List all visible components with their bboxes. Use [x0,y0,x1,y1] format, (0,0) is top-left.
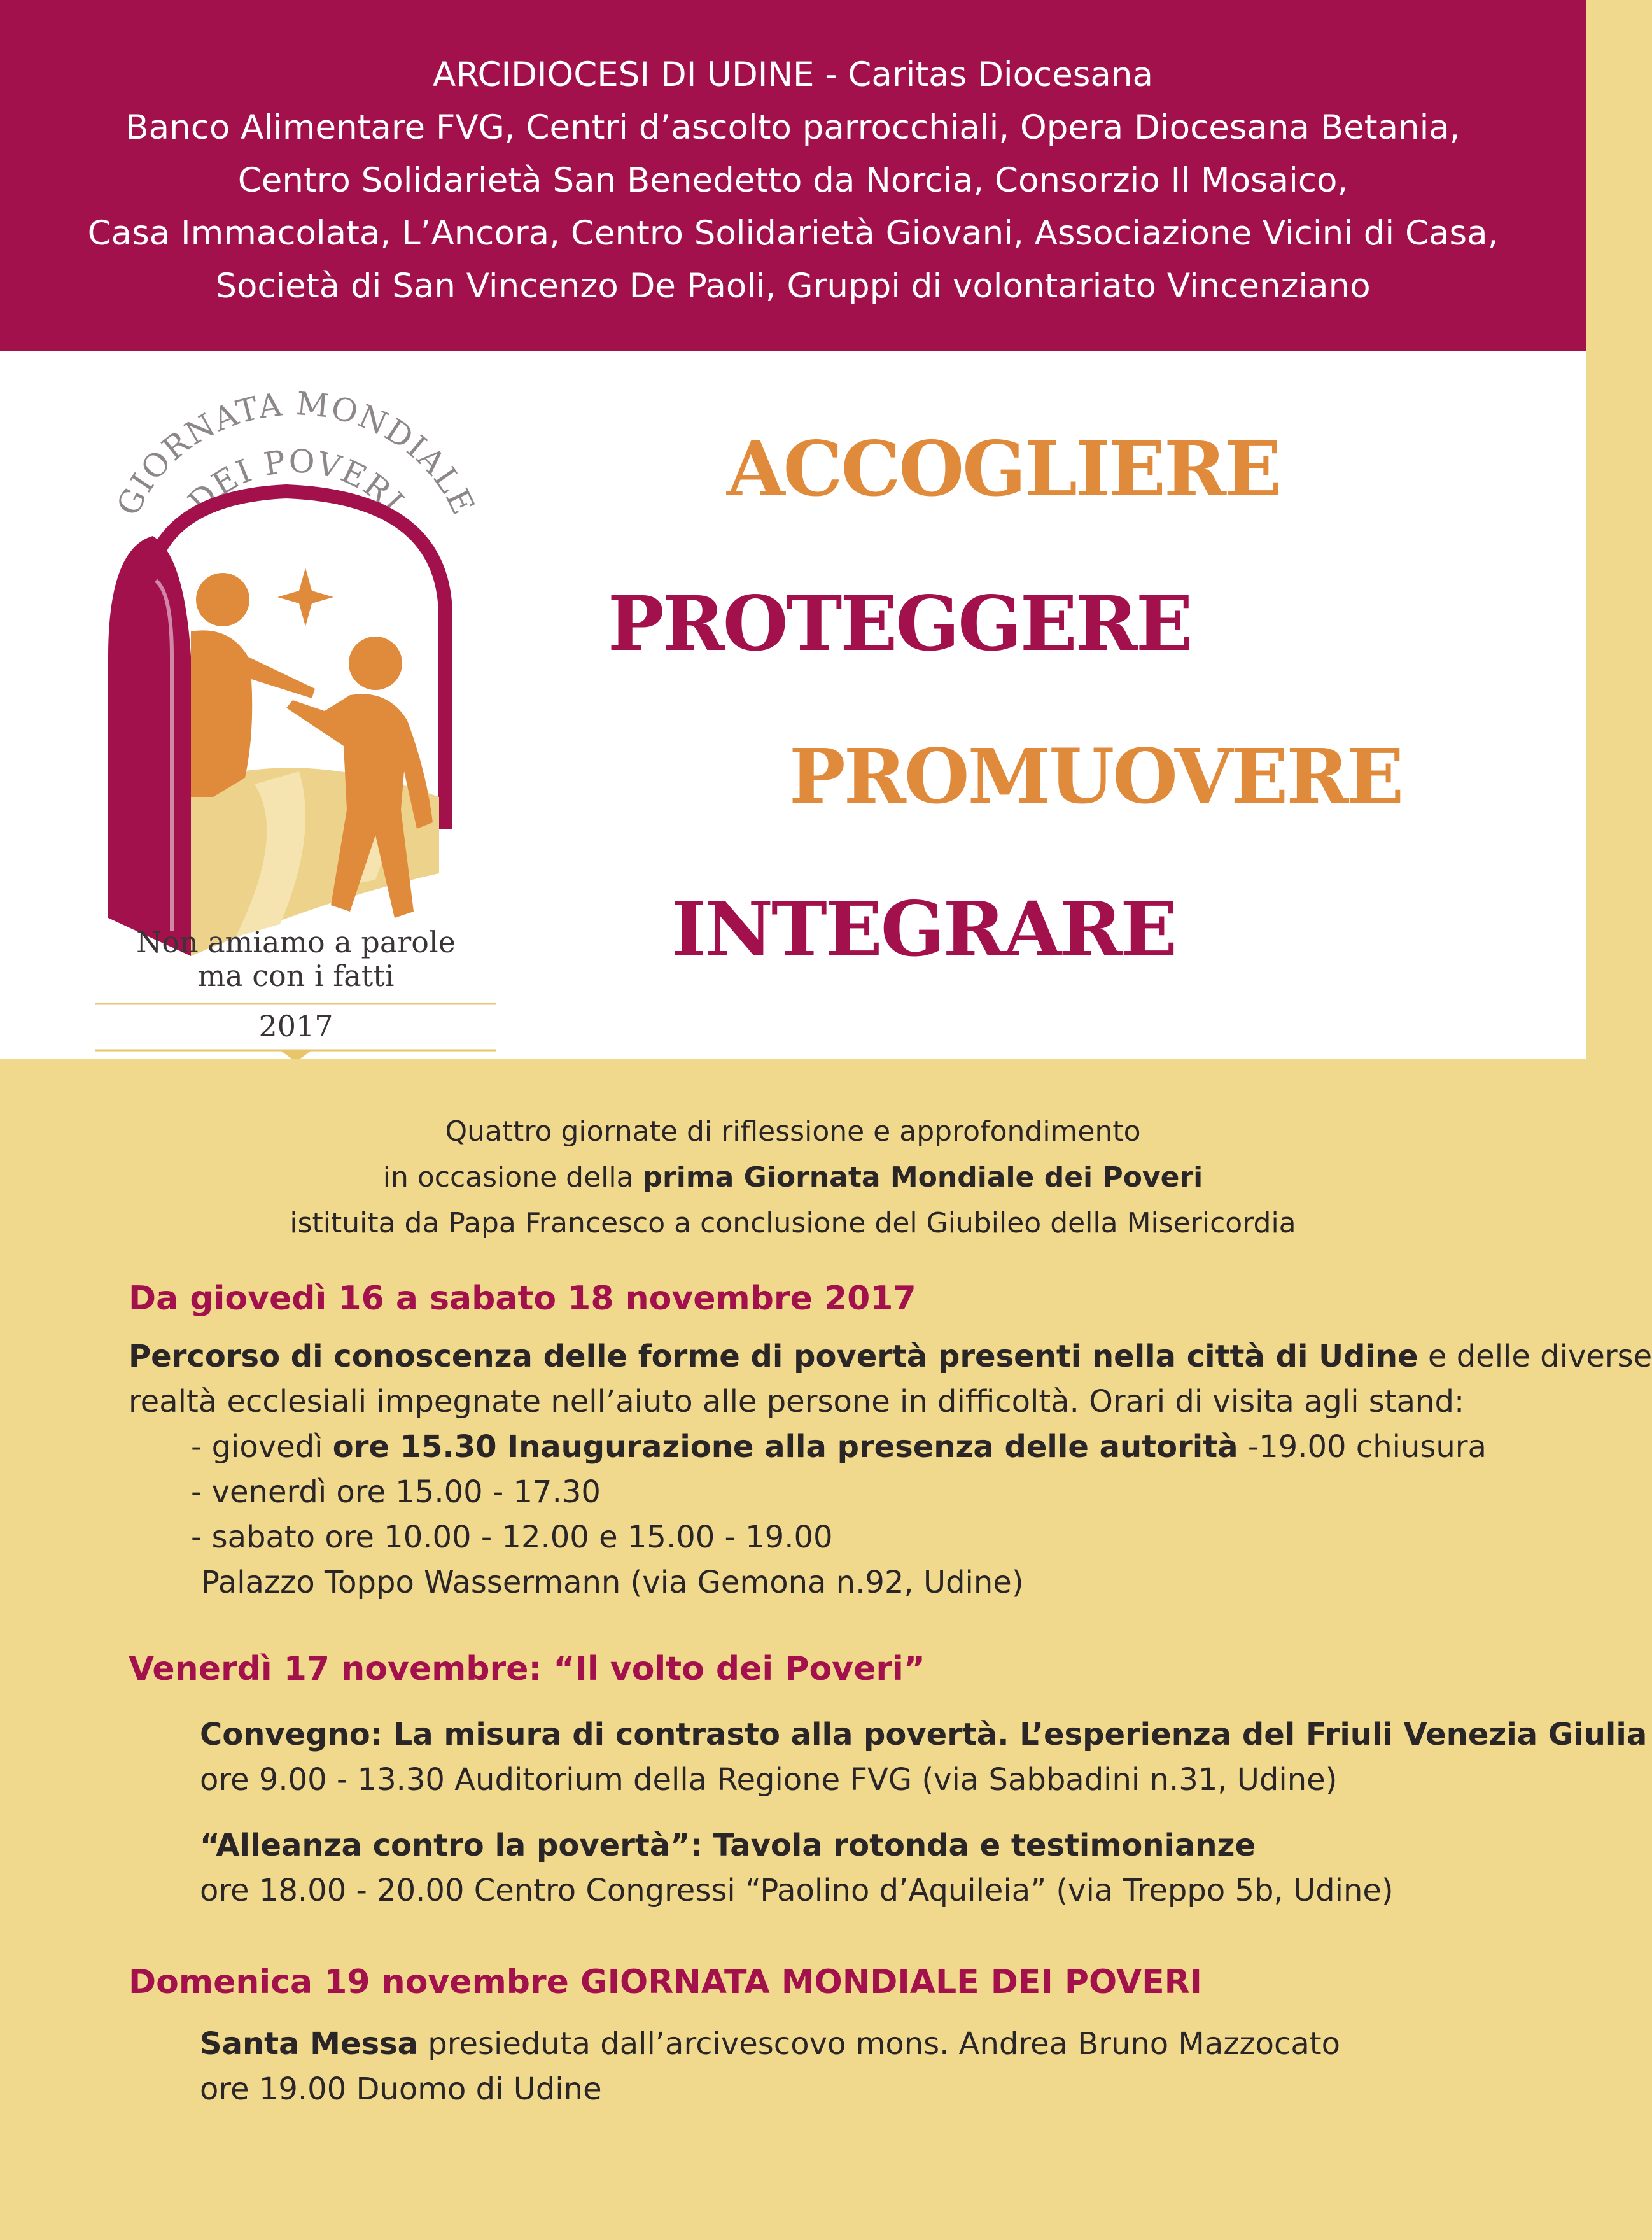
keyword-proteggere: PROTEGGERE [608,579,1191,668]
logo-title-top: GIORNATA MONDIALE [109,390,482,521]
section3-title: Domenica 19 novembre GIORNATA MONDIALE DEI POVERI [129,1963,1202,2001]
mass-rest: presieduta dall’arcivescovo mons. Andrea Bruno Mazzocato [418,2026,1340,2062]
schedule-thursday [191,1425,1487,1470]
organizer-line: Casa Immacolata, L’Ancora, Centro Solidarietà Giovani, Associazione Vicini di Casa, [87,214,1499,253]
logo-motto-line1: Non amiamo a parole [136,925,456,959]
logo-band [0,351,1586,1059]
keyword-integrare: INTEGRARE [671,885,1176,973]
convegno-time: ore 9.00 - 13.30 Auditorium della Regione FVG (via Sabbadini n.31, Udine) [200,1762,1338,1798]
section1-paragraph [129,1334,1652,1425]
alleanza-time: ore 18.00 - 20.00 Centro Congressi “Paolino d’Aquileia” (via Treppo 5b, Udine) [200,1873,1394,1908]
logo-motto-line2: ma con i fatti [197,959,395,993]
intro-line2-bold: prima Giornata Mondiale dei Poveri [642,1161,1203,1194]
keyword-accogliere: ACCOGLIERE [727,425,1280,513]
intro-line2-text: in occasione della [382,1161,643,1194]
organizer-line: Società di San Vincenzo De Paoli, Gruppi di volontariato Vincenziano [215,267,1371,306]
header-band [0,0,1586,351]
logo-divider [95,999,496,1008]
organizers-list [0,48,1586,313]
intro-line1: Quattro giornate di riflessione e approfondimento [445,1115,1141,1148]
keyword-promuovere: PROMUOVERE [789,732,1403,821]
section2-convegno [200,1712,1647,1803]
section1-line1-rest: e delle diverse [1418,1339,1652,1374]
schedule-thursday-bold: ore 15.30 Inaugurazione alla presenza delle autorità [332,1429,1238,1465]
convegno-title: Convegno: La misura di contrasto alla povertà. L’esperienza del Friuli Venezia Giulia [200,1717,1648,1752]
intro-line3: istituita da Papa Francesco a conclusione del Giubileo della Misericordia [290,1207,1296,1239]
section1-line1 [129,1334,1652,1379]
section2-alleanza [200,1823,1394,1913]
schedule-thursday-post: -19.00 chiusura [1238,1429,1487,1465]
section1-schedule [191,1425,1487,1605]
section1-line1-bold: Percorso di conoscenza delle forme di povertà presenti nella città di Udine [129,1339,1418,1374]
alleanza-title: “Alleanza contro la povertà”: Tavola rotonda e testimonianze [200,1828,1256,1863]
schedule-thursday-pre: - giovedì [191,1429,333,1465]
mass-time: ore 19.00 Duomo di Udine [200,2071,602,2107]
intro-line2 [0,1155,1586,1201]
section1-title: Da giovedì 16 a sabato 18 novembre 2017 [129,1279,916,1318]
section2-title: Venerdì 17 novembre: “Il volto dei Poveri” [129,1650,925,1688]
program-band [0,1059,1652,2240]
logo-title-bottom: DEI POVERI [181,442,412,521]
schedule-friday: - venerdì ore 15.00 - 17.30 [191,1474,601,1510]
section3-mass [200,2022,1340,2112]
schedule-saturday: - sabato ore 10.00 - 12.00 e 15.00 - 19.00 [191,1519,833,1555]
mass-line1 [200,2022,1340,2067]
section1-line2: realtà ecclesiali impegnate nell’aiuto alle persone in difficoltà. Orari di visita agli stand: [129,1384,1465,1419]
organizer-line: ARCIDIOCESI DI UDINE - Caritas Diocesana [433,55,1153,94]
schedule-place: Palazzo Toppo Wassermann (via Gemona n.92, Udine) [201,1565,1024,1600]
event-logo [95,390,496,1045]
logo-year: 2017 [258,1009,333,1043]
organizer-line: Centro Solidarietà San Benedetto da Norcia, Consorzio Il Mosaico, [237,161,1348,200]
mass-bold: Santa Messa [200,2026,419,2062]
organizer-line: Banco Alimentare FVG, Centri d’ascolto parrocchiali, Opera Diocesana Betania, [125,108,1460,147]
intro-text [0,1109,1586,1246]
